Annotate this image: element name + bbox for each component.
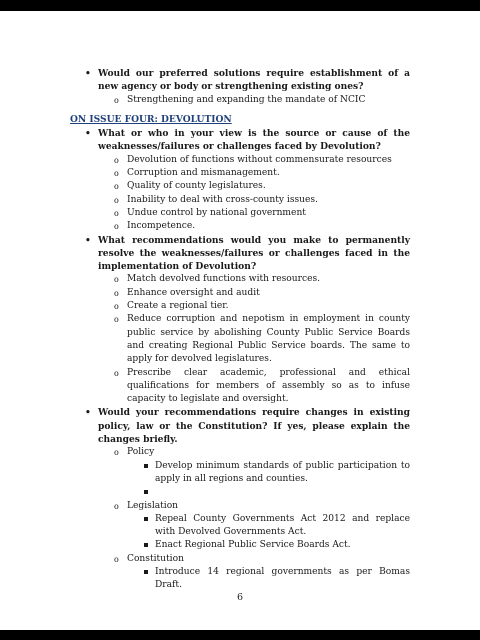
circle-bullet-icon: o <box>114 315 119 325</box>
list-item-text: Create a regional tier. <box>127 301 229 312</box>
bottom-black-bar <box>0 630 480 640</box>
square-bullet-icon <box>144 464 148 468</box>
square-bullet-icon <box>144 517 148 521</box>
list-item <box>70 194 410 207</box>
list-item <box>70 94 410 107</box>
list-item-text: Undue control by national government <box>127 207 306 218</box>
nested-list-item <box>70 539 410 552</box>
circle-bullet-icon: o <box>114 195 119 205</box>
circle-bullet-icon: o <box>114 182 119 192</box>
nested-list-item <box>70 513 410 540</box>
square-bullet-icon <box>144 543 148 547</box>
list-item <box>70 313 410 366</box>
nested-list-item-text: Introduce 14 regional governments as per Bomas Draft. <box>155 566 410 591</box>
circle-bullet-icon: o <box>114 222 119 232</box>
circle-bullet-icon: o <box>114 169 119 179</box>
section-heading-text: ON ISSUE FOUR: DEVOLUTION <box>70 113 232 125</box>
list-item <box>70 553 410 566</box>
nested-list-item-text: Enact Regional Public Service Boards Act. <box>155 540 351 551</box>
bullet-icon: • <box>85 128 91 140</box>
list-item-text: Match devolved functions with resources. <box>127 274 321 285</box>
top-black-bar <box>0 0 480 11</box>
circle-bullet-icon: o <box>114 155 119 165</box>
circle-bullet-icon: o <box>114 95 119 105</box>
bullet-icon: • <box>85 407 91 419</box>
list-item-text: Legislation <box>127 500 179 511</box>
nested-list-item <box>70 486 410 499</box>
list-item <box>70 220 410 233</box>
list-item <box>70 446 410 459</box>
list-item-text: Policy <box>127 447 155 458</box>
question-text: What or who in your view is the source or cause of the weaknesses/failures or challenges faced by Devolution? <box>98 128 410 153</box>
nested-list-item-text: Repeal County Governments Act 2012 and replace with Devolved Governments Act. <box>155 513 410 538</box>
list-item-text: Corruption and mismanagement. <box>127 168 280 179</box>
circle-bullet-icon: o <box>114 368 119 378</box>
list-item <box>70 367 410 407</box>
question-item <box>70 67 410 94</box>
document-page <box>70 67 410 593</box>
list-item-text: Strengthening and expanding the mandate of NCIC <box>127 94 366 105</box>
circle-bullet-icon: o <box>114 288 119 298</box>
question-text: Would your recommendations require changes in existing policy, law or the Constitution? If yes, please explain the changes briefly. <box>98 407 410 446</box>
bullet-icon: • <box>85 234 91 246</box>
page-number: 6 <box>236 592 244 603</box>
nested-list-item <box>70 566 410 593</box>
square-bullet-icon <box>144 490 148 494</box>
circle-bullet-icon: o <box>114 302 119 312</box>
list-item-text: Inability to deal with cross-county issues. <box>127 194 318 205</box>
list-item <box>70 300 410 313</box>
list-item-text: Enhance oversight and audit <box>127 287 260 298</box>
list-item <box>70 287 410 300</box>
list-item-text: Constitution <box>127 553 184 564</box>
list-item-text: Reduce corruption and nepotism in employment in county public service by abolishing County Public Service Boards and creating Regional Public Service boards. The same to apply for devolved legislatures. <box>127 314 410 365</box>
nested-list-item <box>70 460 410 487</box>
list-item <box>70 180 410 193</box>
question-item <box>70 234 410 274</box>
question-text: What recommendations would you make to permanently resolve the weaknesses/failures or challenges faced in the implementation of Devolution? <box>98 234 410 273</box>
bullet-icon: • <box>85 68 91 79</box>
question-item <box>70 406 410 446</box>
list-item <box>70 154 410 167</box>
list-item <box>70 207 410 220</box>
list-item-text: Prescribe clear academic, professional and ethical qualifications for members of assembly so as to infuse capacity to legislate and oversight. <box>127 367 410 405</box>
list-item-text: Incompetence. <box>127 221 196 232</box>
circle-bullet-icon: o <box>114 501 119 511</box>
section-heading <box>70 113 410 126</box>
list-item-text: Devolution of functions without commensurate resources <box>127 154 392 165</box>
list-item <box>70 167 410 180</box>
square-bullet-icon <box>144 570 148 574</box>
question-item <box>70 127 410 154</box>
circle-bullet-icon: o <box>114 448 119 458</box>
list-item-text: Quality of county legislatures. <box>127 181 266 192</box>
question-text: Would our preferred solutions require establishment of a new agency or body or strengthening existing ones? <box>98 68 410 93</box>
list-item <box>70 273 410 286</box>
nested-list-item-text: Develop minimum standards of public participation to apply in all regions and counties. <box>155 460 410 484</box>
circle-bullet-icon: o <box>114 554 119 564</box>
circle-bullet-icon: o <box>114 208 119 218</box>
circle-bullet-icon: o <box>114 275 119 285</box>
list-item <box>70 500 410 513</box>
